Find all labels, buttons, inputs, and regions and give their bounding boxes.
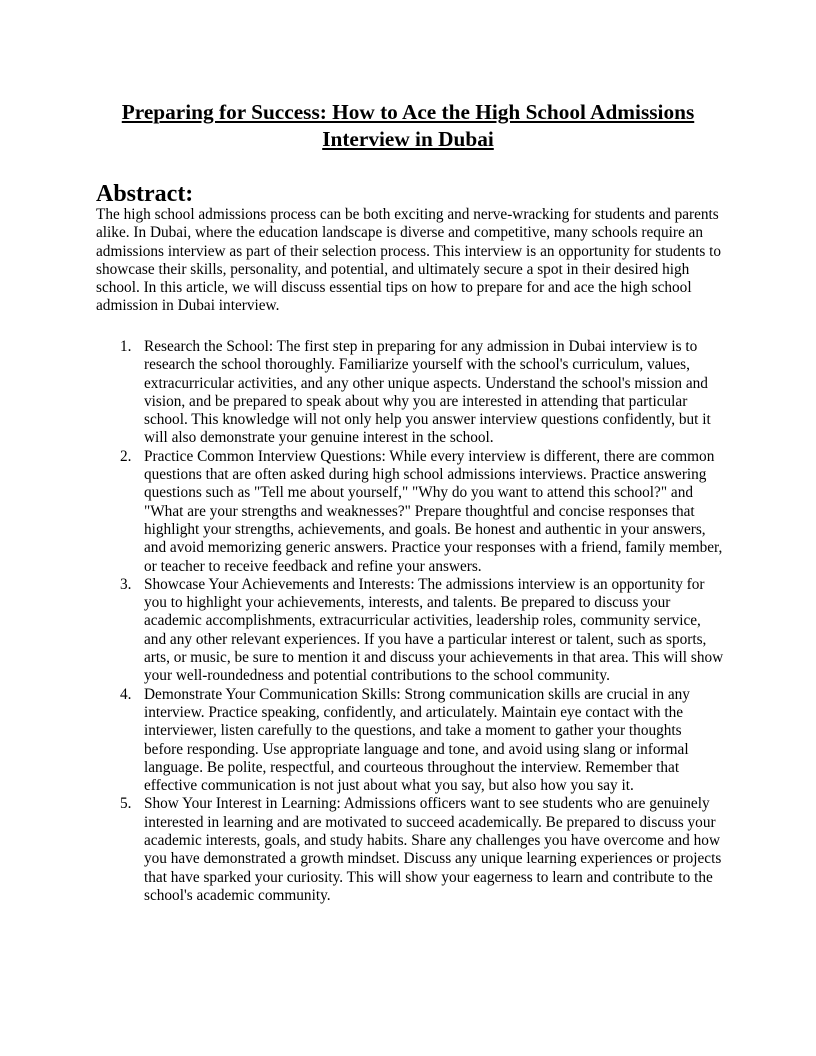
abstract-heading: Abstract: (96, 181, 194, 207)
list-item-text: Practice Common Interview Questions: While every interview is different, there are common questions that are often asked during high school admissions interviews. Practice answering questions such as "Tell me about yourself," "Why do you want to attend this school?" and "What are your strengths and weaknesses?" Prepare thoughtful and concise responses that highlight your strengths, achievements, and goals. Be honest and authentic in your answers, and avoid memorizing generic answers. Practice your responses with a friend, family member, or teacher to receive feedback and refine your answers. (144, 447, 723, 575)
list-item-text: Research the School: The first step in preparing for any admission in Dubai interview is to research the school thoroughly. Familiarize yourself with the school's curriculum, values, extracurricular activities, and any other unique aspects. Understand the school's mission and vision, and be prepared to speak about why you are interested in attending that particular school. This knowledge will not only help you answer interview questions confidently, but it will also demonstrate your genuine interest in the school. (144, 338, 711, 447)
list-item (96, 686, 724, 796)
tips-list (96, 338, 724, 905)
list-item-text: Demonstrate Your Communication Skills: Strong communication skills are crucial in any interview. Practice speaking, confidently, and articulately. Maintain eye contact with the interviewer, listen carefully to the questions, and take a moment to gather your thoughts before responding. Use appropriate language and tone, and avoid using slang or informal language. Be polite, respectful, and courteous throughout the interview. Remember that effective communication is not just about what you say, but also how you say it. (144, 685, 690, 795)
list-item-number: 2. (120, 447, 132, 465)
list-item-text: Showcase Your Achievements and Interests: The admissions interview is an opportunity for you to highlight your achievements, interests, and talents. Be prepared to discuss your academic accomplishments, extracurricular activities, leadership roles, community service, and any other relevant experiences. If you have a particular interest or talent, such as sports, arts, or music, be sure to mention it and discuss your achievements in that area. This will show your well-roundedness and potential contributions to the school community. (144, 575, 724, 685)
page-title: Preparing for Success: How to Ace the High School Admissions Interview in Dubai (121, 100, 695, 151)
list-item-number: 5. (120, 795, 132, 813)
list-item-number: 1. (120, 338, 132, 355)
list-item-text: Show Your Interest in Learning: Admissions officers want to see students who are genuinely interested in learning and are motivated to succeed academically. Be prepared to discuss your academic interests, goals, and study habits. Share any challenges you have overcome and how you have demonstrated a growth mindset. Discuss any unique learning experiences or projects that have sparked your curiosity. This will show your eagerness to learn and contribute to the school's academic community. (144, 795, 722, 904)
list-item (96, 795, 724, 905)
abstract-paragraph: The high school admissions process can be both exciting and nerve-wracking for students and parents alike. In Dubai, where the education landscape is diverse and competitive, many schools require an admissions interview as part of their selection process. This interview is an opportunity for students to showcase their skills, personality, and potential, and ultimately secure a spot in their desired high school. In this article, we will discuss essential tips on how to prepare for and ace the high school admission in Dubai interview. (96, 206, 722, 315)
list-item (96, 338, 724, 448)
list-item-number: 3. (120, 575, 132, 593)
list-item-number: 4. (120, 685, 132, 703)
list-item (96, 448, 724, 576)
list-item (96, 576, 724, 686)
